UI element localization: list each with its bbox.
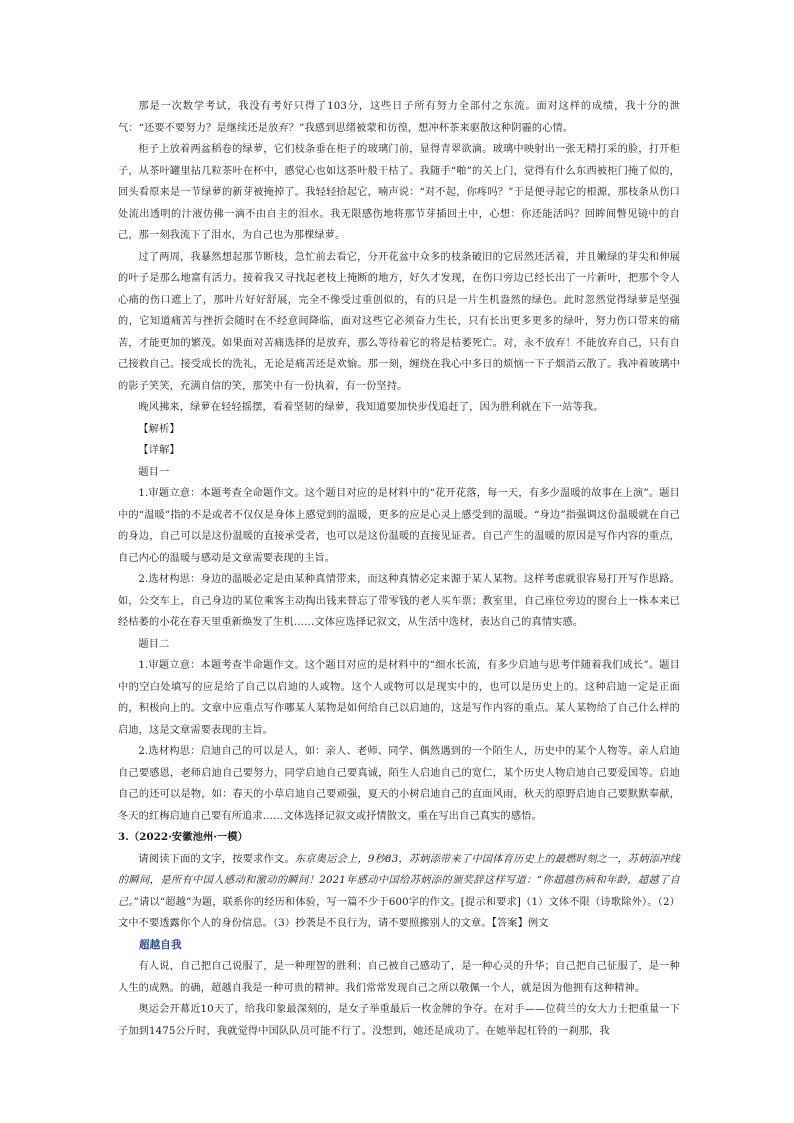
essay-paragraph-1: 那是一次数学考试，我没有考好只得了103分，这些日子所有努力全部付之东流。面对这样的成绩，我十分的泄气：“还要不要努力？是继续还是放弃？”我感到思绪被蒙和彷徨，想冲杯茶来驱散这种阴霾的心情。	[118, 101, 680, 134]
detail-label: 【详解】	[138, 445, 180, 456]
topic-two-material: 2.选材构思：启迪自己的可以是人，如：亲人、老师、同学、偶然遇到的一个陌生人，历史中的某个人物等。亲人启迪自己要感恩，老师启迪自己要努力，同学启迪自己要真诚，陌生人启迪自己的宽仁，某个历史人物启迪自己要爱国等。启迪自己的还可以是物，如：春天的小草启迪自己要顽强，夏天的小树启迪自己的直面风雨，秋天的原野启迪自己要默默奉献，冬天的红梅启迪自己要有所追求……文体选择记叙文或抒情散文，重在写出自己真实的感悟。	[118, 746, 680, 822]
essay-paragraph-3: 过了两周，我暴然想起那节断枝，急忙前去看它，分开花盆中众多的枝条破旧的它居然还活着，并且嫩绿的芽尖和伸展的叶子是那么地富有活力。接着我又寻找起老枝上掩断的地方，好久才发现，在伤口旁边已经长出了一片新叶，把那个令人心痛的伤口遮上了，那叶片好好舒展，完全不像受过重创似的，有的只是一片生机盎然的绿色。此时忽然觉得绿萝是坚强的，它知道痛苦与挫折会随时在不经意间降临，面对这些它必须奋力生长，只有长出更多更多的绿叶，努力伤口带来的痛苦，才能更加的繁茂。如果面对苦痛选择的是放弃，那么等待着它的将是枯萎死亡。对，永不放弃！不能放弃自己，只有自己接救自己。接受成长的洗礼，无论是痛苦还是欢愉。那一刻，缠绕在我心中多日的烦恼一下子烟消云散了。我冲着玻璃中的影子笑笑，充满自信的笑，那笑中有一份执着，有一份坚持。	[118, 251, 680, 392]
question-3-prompt	[118, 849, 680, 935]
essay-paragraph-4: 晚风拂来，绿萝在轻轻摇摆，看着坚韧的绿萝，我知道要加快步伐追赶了，因为胜利就在下一站等我。	[138, 402, 604, 413]
sample-essay-paragraph-1: 有人说，自己把自己说服了，是一种理智的胜利；自己被自己感动了，是一种心灵的升华；自己把自己征服了，是一种人生的成熟。的确，超越自我是一种可贵的精神。我们常常发现自己之所以敬佩一个人，就是因为他拥有这种精神。	[118, 961, 680, 994]
question-number: 3.	[118, 831, 129, 843]
topic-two-intent: 1.审题立意：本题考查半命题作文。这个题目对应的是材料中的“细水长流，有多少启迪与思考伴随着我们成长”。题目中的空白处填写的应是给了自己以启迪的人或物。这个人或物可以是现实中的，也可以是历史上的。这种启迪一定是正面的，积极向上的。文章中应重点写作哪某人某物是如何给自己以启迪的，这是写作内容的重点。某人某物给了自己什么样的启迪，这是文章需要表现的主旨。	[118, 660, 680, 736]
topic-one-heading: 题目一	[138, 466, 170, 478]
essay-paragraph-2: 柜子上放着两盆稻卷的绿萝，它们枝条垂在柜子的玻璃门前，显得青翠欲滴。玻璃中映射出一张无精打采的脸，打开柜子，从茶叶罐里拈几粒茶叶在杯中，感觉心也如这茶叶般干枯了。我随手“啪”的关上门，觉得有什么东西被柜门掩了似的，回头看原来是一节绿萝的新芽被掩掉了。我轻轻拾起它，喃声说：“对不起，你疼吗？”于是便寻起它的根源，那枝条从伤口处流出透明的汁液仿佛一滴不由自主的泪水。我无限感伤地将那节芽插回土中，心想：你还能活吗？回眸间瞥见镜中的自己，那一刻我流下了泪水，为自己也为那棵绿萝。	[118, 144, 680, 241]
question-3-header	[118, 827, 680, 849]
question-source: （2022·安徽池州·一模）	[128, 831, 248, 843]
sample-essay-paragraph-2: 奥运会开幕近10天了，给我印象最深刻的，是女子举重最后一枚金牌的争夺。在对手——位荷兰的女大力士把重量一下子加到1475公斤时，我就觉得中国队队员可能不行了。没想到，她还是成功了。在她举起杠铃的一刹那，我	[118, 1004, 680, 1037]
document-page	[118, 96, 680, 1042]
analysis-label: 【解析】	[138, 423, 180, 435]
essay-title: 超越自我	[139, 938, 182, 951]
topic-one-material: 2.选材构思：身边的温暖必定是由某种真情带来，而这种真情必定来源于某人某物。这样考虑就很容易打开写作思路。如，公交车上，自己身边的某位乘客主动掏出钱来替忘了带零钱的老人买车票；教室里，自己座位旁边的窗台上一株本来已经枯萎的小花在春天里重新焕发了生机……文体应选择记叙文，从生活中选材，表达自己的真情实感。	[118, 574, 680, 628]
topic-two-heading: 题目二	[138, 638, 170, 650]
prompt-intro: 请阅读下面的文字，按要求作文。	[138, 853, 295, 865]
topic-one-intent: 1.审题立意：本题考查全命题作文。这个题目对应的是材料中的“花开花落，每一天，有多少温暖的故事在上演”。题目中的“温暖”指的不是或者不仅仅是身体上感觉到的温暖，更多的应是心灵上感受到的温暖。“身边”指强调这份温暖就在自己的身边，自己可以是这份温暖的直接承受者，也可以是这份温暖的直接见证者。自己产生的温暖的原因是写作内容的重点，自己内心的温暖与感动是文章需要表现的主旨。	[118, 488, 680, 564]
prompt-requirements: 请以“超越”为题，联系你的经历和体验，写一篇不少于600字的作文。[提示和要求]（1）文体不限（诗歌除外）。（2）文中不要透露你个人的身份信息。（3）抄袭是不良行为，请不要照搬别人的文章。【答案】例文	[118, 896, 680, 929]
prompt-quote: 东京奥运会上，9秒83，苏炳添带来了中国体育历史上的最燃时刻之一，苏炳添冲线的瞬间，是所有中国人感动和激动的瞬间！2021年感动中国给苏炳添的颁奖辞这样写道：“你超越伤病和年龄，超越了自己。”	[118, 853, 680, 908]
